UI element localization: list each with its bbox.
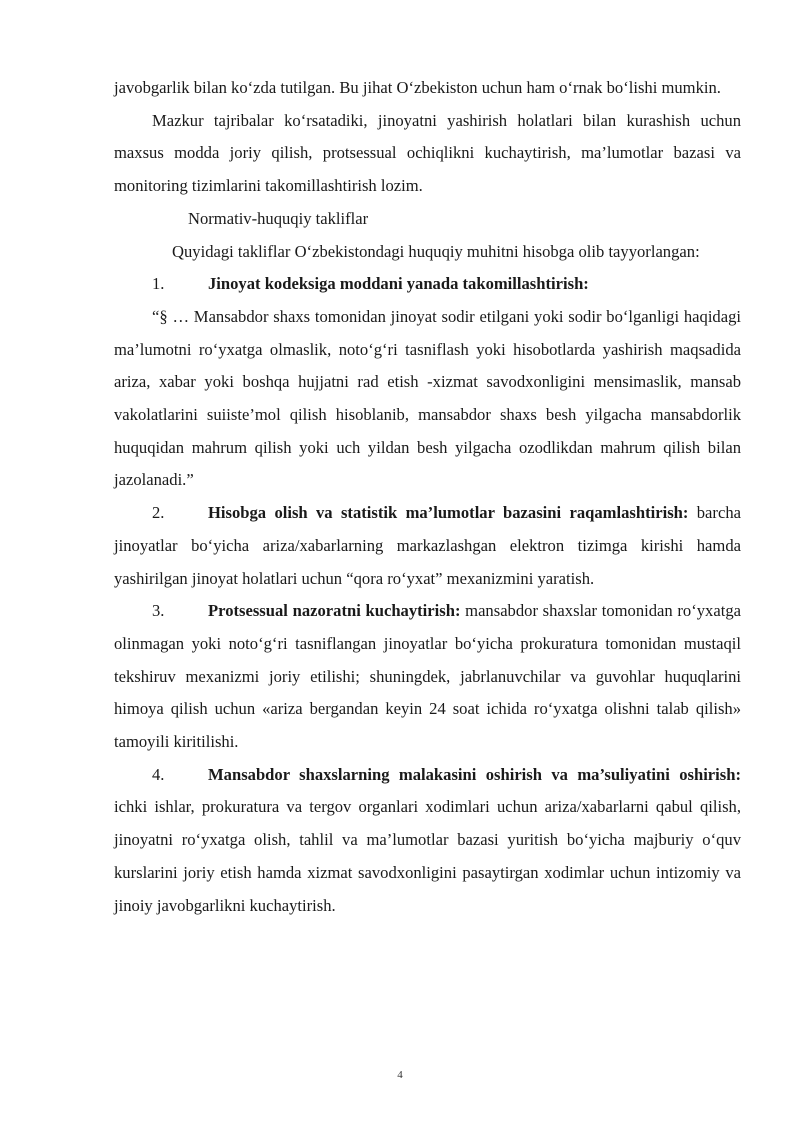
paragraph-experience-summary: Mazkur tajribalar ko‘rsatadiki, jinoyatni yashirish holatlari bilan kurashish uchun maxsus modda joriy qilish, protsessual ochiqlikni kuchaytirish, ma’lumotlar bazasi va monitoring tizimlarini takomillashtirish lozim. <box>114 110 741 196</box>
paragraph-continuation: javobgarlik bilan ko‘zda tutilgan. Bu jihat O‘zbekiston uchun ham o‘rnak bo‘lishi mumkin. <box>114 78 721 97</box>
list-item-text: mansabdor shaxslar tomonidan ro‘yxatga olinmagan yoki noto‘g‘ri tasniflangan jinoyatlar bo‘yicha prokuratura tomonidan mustaqil tekshiruv mexanizmi joriy etilishi; shuningdek, jabrlanuvchilar va guvohlar huquqlarini himoya qilish uchun «ariza bergandan keyin 24 soat ichida ro‘yxatga olishni talab qilish» tamoyili kiritilishi. <box>114 601 741 752</box>
section-heading: Normativ-huquqiy takliflar <box>188 208 369 228</box>
page-body <box>114 72 741 922</box>
list-item-number: 3. <box>152 601 165 621</box>
list-item-1 <box>114 268 741 301</box>
list-item-text: ichki ishlar, prokuratura va tergov organlari xodimlari uchun ariza/xabarlarni qabul qilish, jinoyatni ro‘yxatga olish, tahlil va ma’lumotlar bazasi yuritish bo‘yicha majburiy o‘quv kurslarini joriy etish hamda xizmat savodxonligini pasaytirgan xodimlar uchun intizomiy va jinoiy javobgarlikni kuchaytirish. <box>114 797 741 915</box>
page-number: 4 <box>397 1069 403 1081</box>
list-item-3 <box>114 595 741 759</box>
list-item-title: Hisobga olish va statistik ma’lumotlar bazasini raqamlashtirish: <box>208 503 689 523</box>
list-item-title: Mansabdor shaxslarning malakasini oshirish va ma’suliyatini oshirish: <box>208 764 741 784</box>
list-item-number: 1. <box>152 274 165 294</box>
list-item-number: 2. <box>152 503 165 523</box>
quoted-article-text: “§ … Mansabdor shaxs tomonidan jinoyat sodir etilgani yoki sodir bo‘lganligi haqidagi ma’lumotni ro‘yxatga olmaslik, noto‘g‘ri tasniflash yoki hisobotlarda yashirish maqsadida ariza, xabar yoki boshqa hujjatni rad etish -xizmat savodxonligini mensimaslik, mansab vakolatlarini suiiste’mol qilish hisoblanib, mansabdor shaxs besh yilgacha mansabdorlik huquqidan mahrum qilish yoki uch yildan besh yilgacha ozodlikdan mahrum qilish bilan jazolanadi.” <box>114 306 741 490</box>
list-item-4 <box>114 759 741 923</box>
paragraph-intro: Quyidagi takliflar O‘zbekistondagi huquqiy muhitni hisobga olib tayyorlangan: <box>172 241 700 261</box>
list-item-text: barcha jinoyatlar bo‘yicha ariza/xabarlarning markazlashgan elektron tizimga kirishi hamda yashirilgan jinoyat holatlari uchun “qora ro‘yxat” mexanizmini yaratish. <box>114 503 741 588</box>
list-item-title: Protsessual nazoratni kuchaytirish: <box>208 601 461 621</box>
list-item-number: 4. <box>152 764 165 784</box>
list-item-title: Jinoyat kodeksiga moddani yanada takomillashtirish: <box>208 274 589 294</box>
list-item-2 <box>114 497 741 595</box>
